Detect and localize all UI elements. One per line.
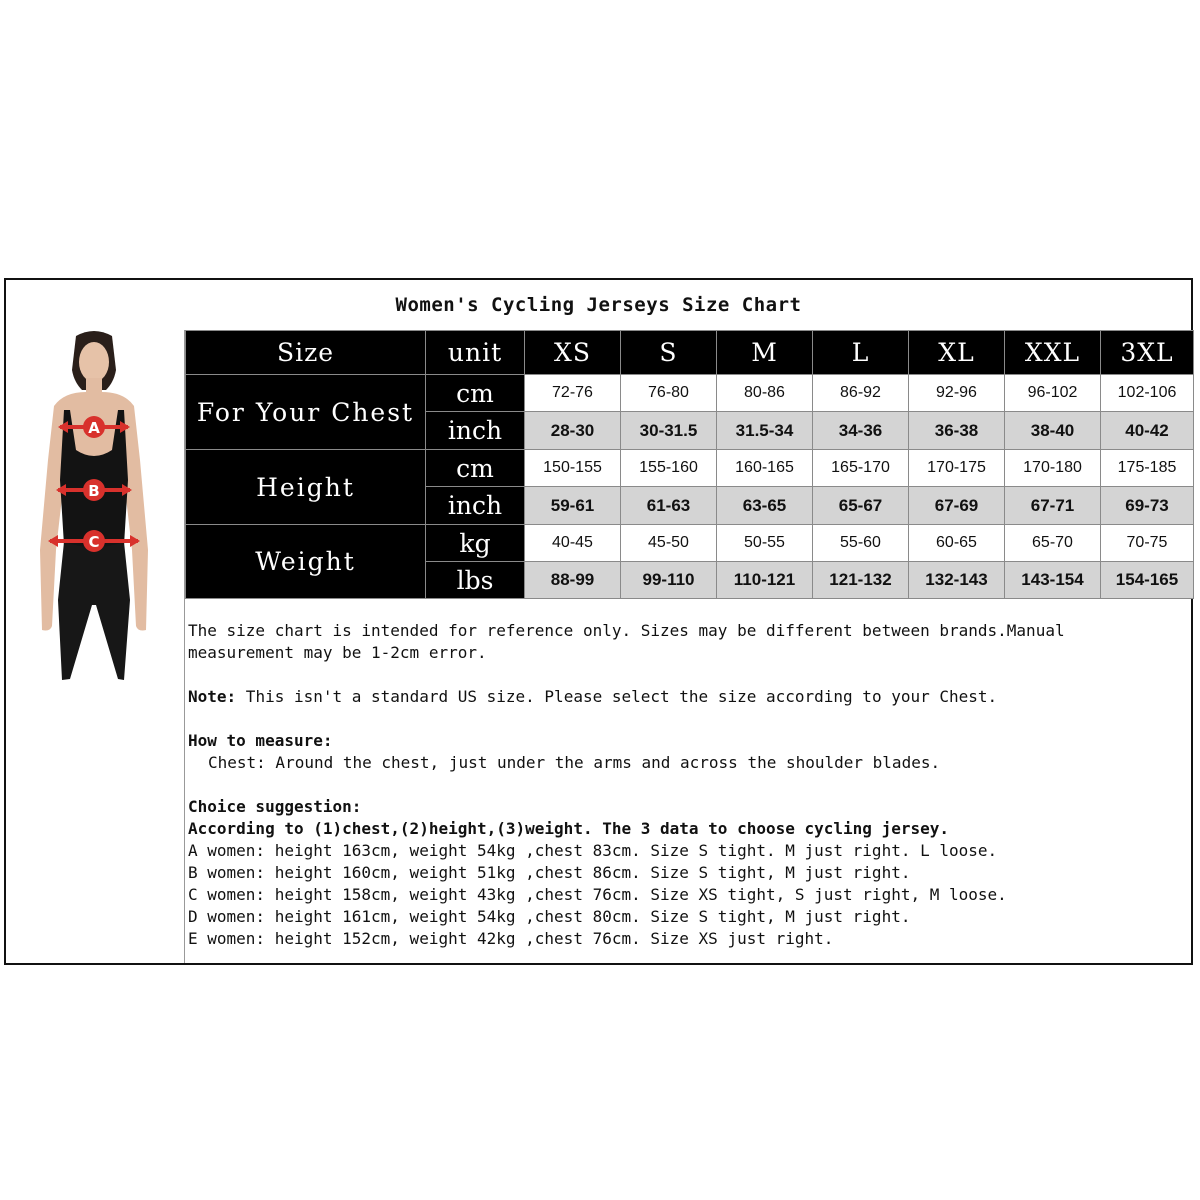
value-cell: 67-71 — [1005, 487, 1101, 525]
unit-cell: kg — [426, 525, 525, 562]
note-line — [188, 686, 1188, 708]
value-cell: 34-36 — [813, 412, 909, 450]
value-cell: 31.5-34 — [717, 412, 813, 450]
value-cell: 160-165 — [717, 450, 813, 487]
example-line: B women: height 160cm, weight 51kg ,chest 86cm. Size S tight, M just right. — [188, 863, 911, 882]
value-cell: 170-175 — [909, 450, 1005, 487]
chart-title: Women's Cycling Jerseys Size Chart — [6, 280, 1191, 331]
note-label: Note: — [188, 687, 237, 706]
value-cell: 110-121 — [717, 562, 813, 599]
value-cell: 165-170 — [813, 450, 909, 487]
example-line: D women: height 161cm, weight 54kg ,chest 80cm. Size S tight, M just right. — [188, 907, 911, 926]
value-cell: 96-102 — [1005, 375, 1101, 412]
value-cell: 86-92 — [813, 375, 909, 412]
choice-suggestion-lead: According to (1)chest,(2)height,(3)weight. The 3 data to choose cycling jersey. — [188, 819, 949, 838]
size-col-header: XXL — [1005, 331, 1101, 375]
notes-section — [188, 620, 1188, 950]
size-header: Size — [186, 331, 426, 375]
model-figure — [6, 330, 185, 963]
leggings-shape — [58, 542, 130, 680]
unit-cell: cm — [426, 375, 525, 412]
choice-suggestion-heading: Choice suggestion: — [188, 797, 362, 816]
value-cell: 175-185 — [1101, 450, 1194, 487]
value-cell: 61-63 — [621, 487, 717, 525]
size-table — [185, 330, 1194, 599]
how-to-measure-heading: How to measure: — [188, 731, 333, 750]
value-cell: 150-155 — [525, 450, 621, 487]
chest-label: For Your Chest — [186, 375, 426, 450]
table-row — [186, 375, 1194, 412]
value-cell: 67-69 — [909, 487, 1005, 525]
size-col-header: S — [621, 331, 717, 375]
table-row — [186, 525, 1194, 562]
unit-cell: lbs — [426, 562, 525, 599]
value-cell: 60-65 — [909, 525, 1005, 562]
value-cell: 65-67 — [813, 487, 909, 525]
size-col-header: 3XL — [1101, 331, 1194, 375]
unit-header: unit — [426, 331, 525, 375]
value-cell: 65-70 — [1005, 525, 1101, 562]
disclaimer-line: The size chart is intended for reference only. Sizes may be different between brands.Manual — [188, 621, 1065, 640]
disclaimer-line: measurement may be 1-2cm error. — [188, 643, 487, 662]
value-cell: 70-75 — [1101, 525, 1194, 562]
value-cell: 38-40 — [1005, 412, 1101, 450]
weight-label: Weight — [186, 525, 426, 599]
value-cell: 55-60 — [813, 525, 909, 562]
value-cell: 36-38 — [909, 412, 1005, 450]
value-cell: 45-50 — [621, 525, 717, 562]
value-cell: 50-55 — [717, 525, 813, 562]
example-line: C women: height 158cm, weight 43kg ,chest 76cm. Size XS tight, S just right, M loose. — [188, 885, 1007, 904]
note-text: This isn't a standard US size. Please select the size according to your Chest. — [236, 687, 998, 706]
example-line: A women: height 163cm, weight 54kg ,chest 83cm. Size S tight. M just right. L loose. — [188, 841, 998, 860]
value-cell: 154-165 — [1101, 562, 1194, 599]
value-cell: 40-42 — [1101, 412, 1194, 450]
value-cell: 69-73 — [1101, 487, 1194, 525]
value-cell: 72-76 — [525, 375, 621, 412]
value-cell: 99-110 — [621, 562, 717, 599]
value-cell: 132-143 — [909, 562, 1005, 599]
value-cell: 143-154 — [1005, 562, 1101, 599]
value-cell: 155-160 — [621, 450, 717, 487]
unit-cell: cm — [426, 450, 525, 487]
unit-cell: inch — [426, 487, 525, 525]
face-shape — [79, 342, 109, 382]
value-cell: 170-180 — [1005, 450, 1101, 487]
size-col-header: L — [813, 331, 909, 375]
height-label: Height — [186, 450, 426, 525]
neck-shape — [86, 378, 102, 394]
value-cell: 59-61 — [525, 487, 621, 525]
value-cell: 88-99 — [525, 562, 621, 599]
header-row — [186, 331, 1194, 375]
model-illustration — [6, 330, 184, 963]
value-cell: 102-106 — [1101, 375, 1194, 412]
example-line: E women: height 152cm, weight 42kg ,chest 76cm. Size XS just right. — [188, 929, 834, 948]
how-to-measure-text: Chest: Around the chest, just under the arms and across the shoulder blades. — [208, 753, 941, 772]
value-cell: 76-80 — [621, 375, 717, 412]
value-cell: 30-31.5 — [621, 412, 717, 450]
value-cell: 63-65 — [717, 487, 813, 525]
value-cell: 92-96 — [909, 375, 1005, 412]
unit-cell: inch — [426, 412, 525, 450]
svg-text:A: A — [88, 419, 100, 437]
size-col-header: XS — [525, 331, 621, 375]
marker-c — [48, 530, 140, 552]
value-cell: 80-86 — [717, 375, 813, 412]
svg-text:C: C — [88, 533, 100, 551]
value-cell: 28-30 — [525, 412, 621, 450]
size-col-header: XL — [909, 331, 1005, 375]
svg-text:B: B — [88, 482, 100, 500]
size-col-header: M — [717, 331, 813, 375]
value-cell: 121-132 — [813, 562, 909, 599]
value-cell: 40-45 — [525, 525, 621, 562]
table-row — [186, 450, 1194, 487]
size-chart — [4, 278, 1193, 965]
